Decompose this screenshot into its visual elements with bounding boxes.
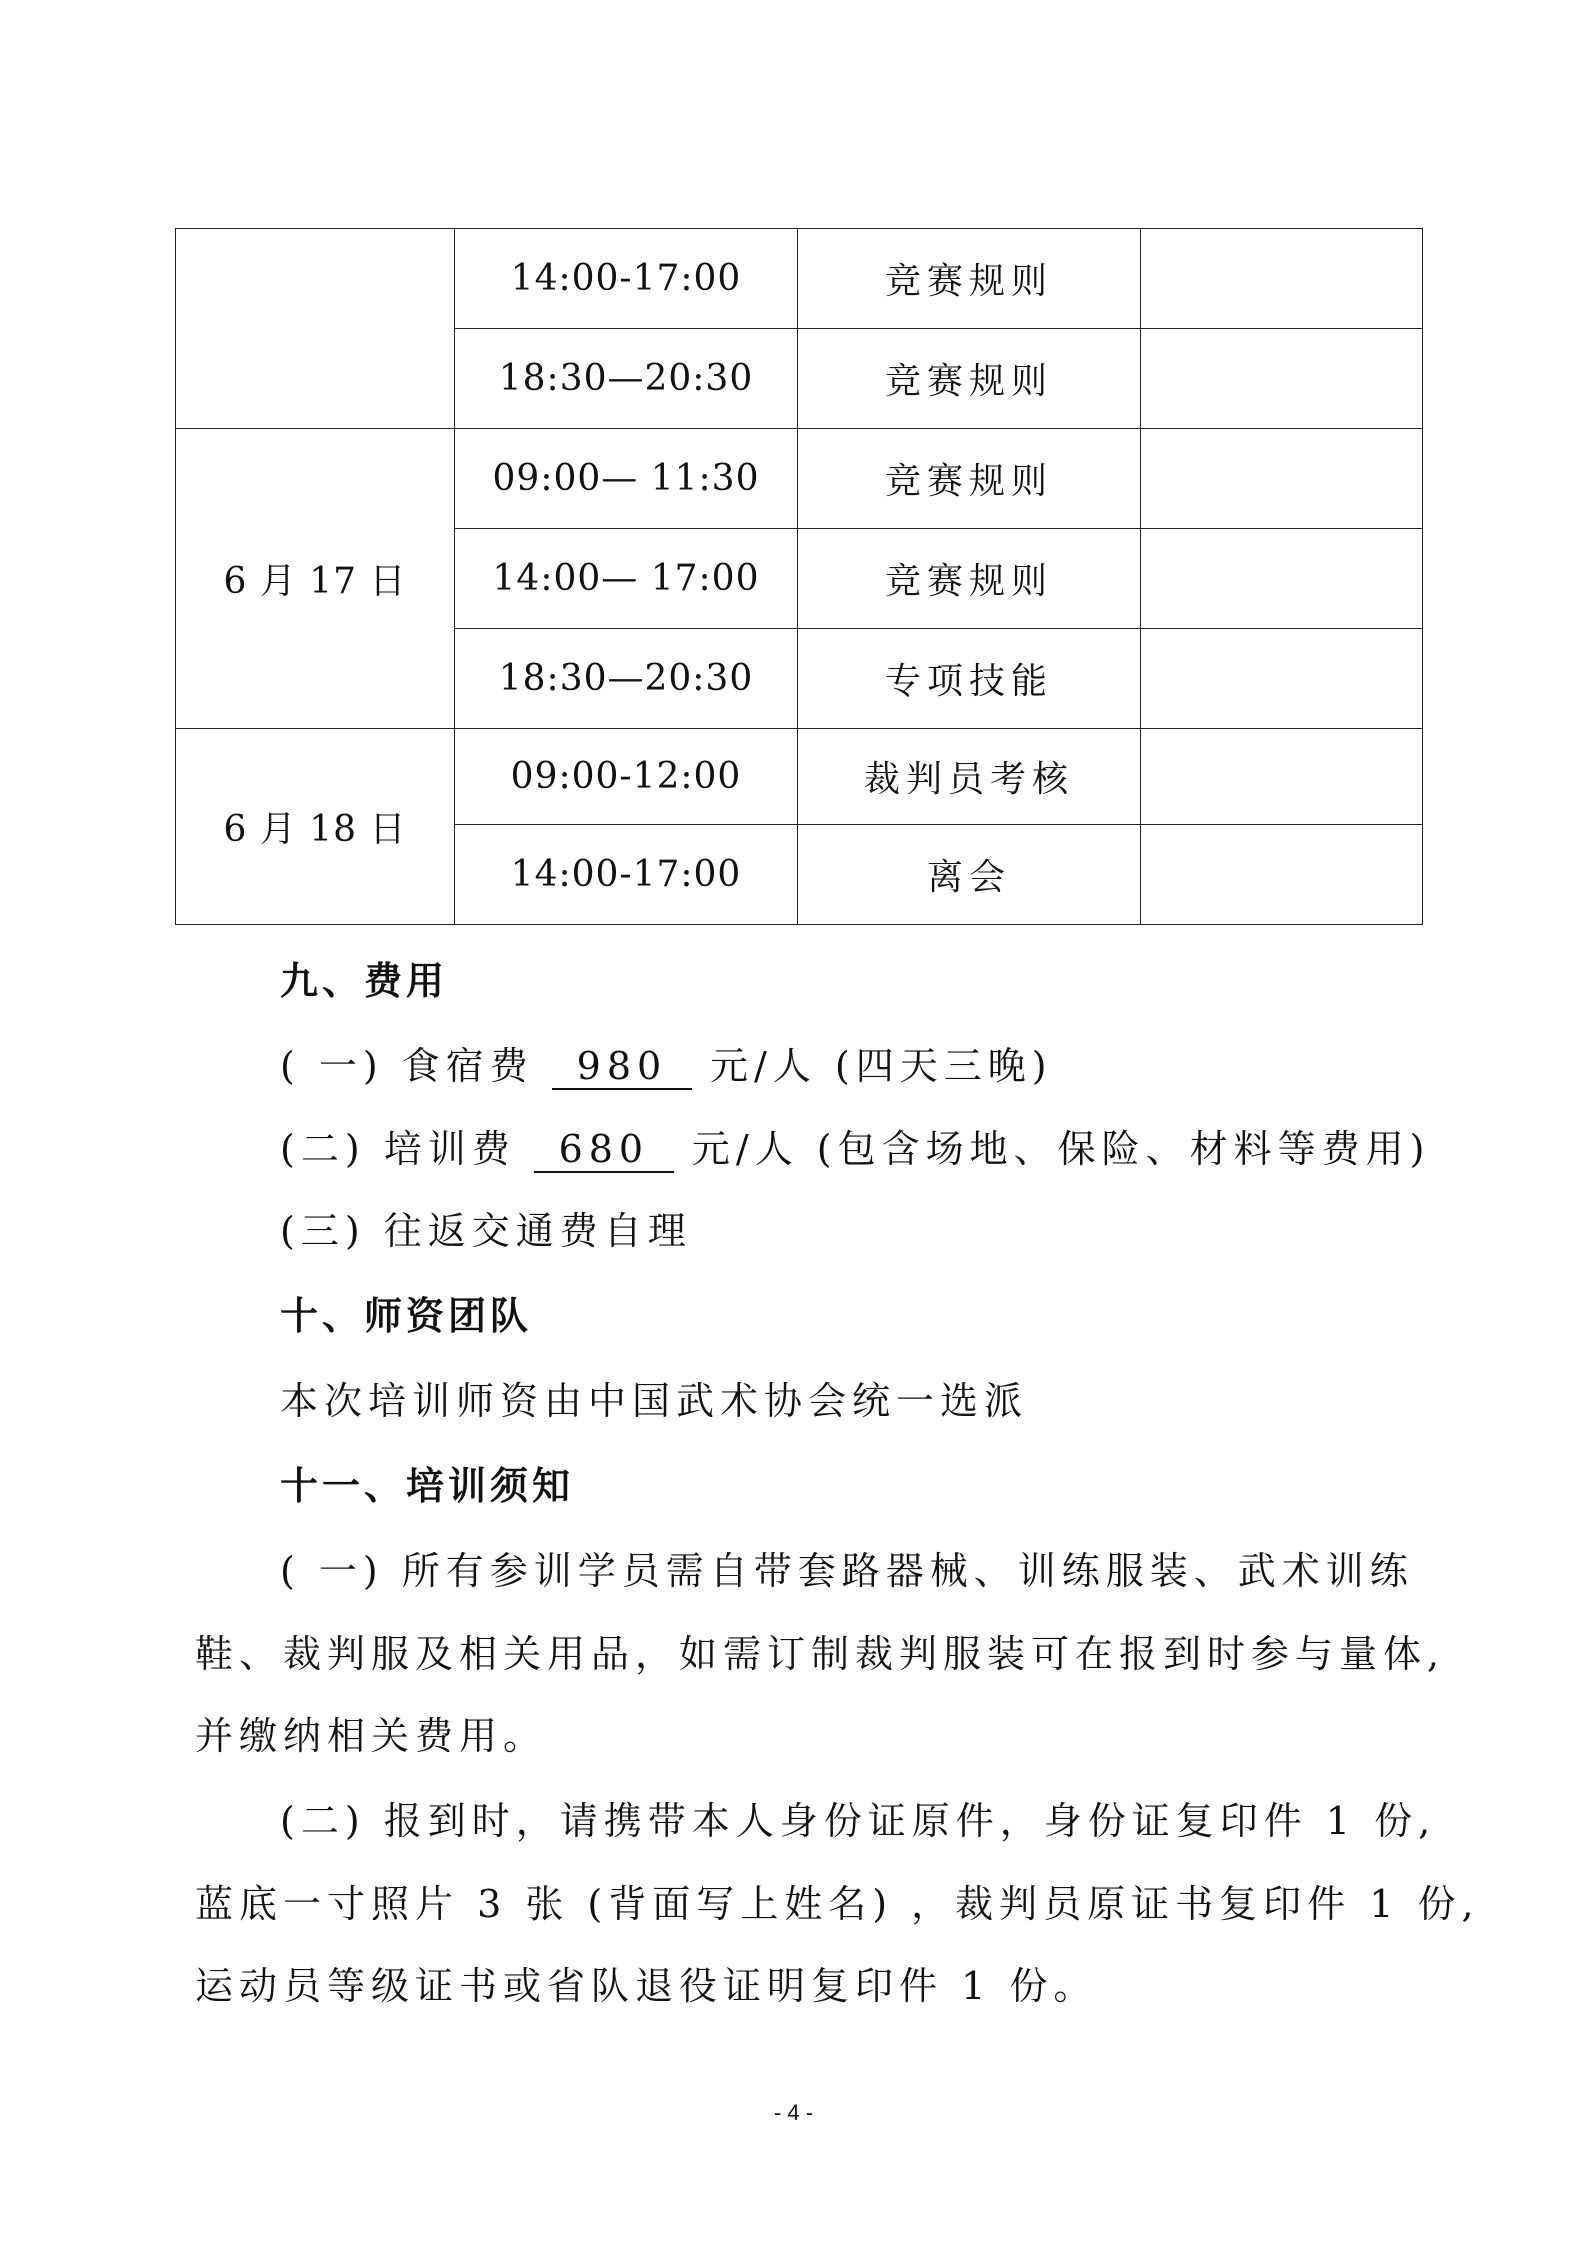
remark-cell xyxy=(1141,825,1423,925)
fee-item-transport: (三) 往返交通费自理 xyxy=(280,1209,692,1253)
notice-p1-line: 并缴纳相关费用。 xyxy=(195,1714,548,1758)
fee-item-label: ( 一) 食宿费 xyxy=(280,1044,534,1088)
notice-p2-line: 运动员等级证书或省队退役证明复印件 1 份。 xyxy=(195,1964,1098,2008)
activity-cell: 裁判员考核 xyxy=(798,729,1141,825)
activity-cell: 竞赛规则 xyxy=(798,229,1141,329)
remark-cell xyxy=(1141,629,1423,729)
fee-item-training xyxy=(280,1118,1430,1173)
notice-heading: 十一、培训须知 xyxy=(280,1464,575,1508)
faculty-text: 本次培训师资由中国武术协会统一选派 xyxy=(280,1379,1029,1423)
time-cell: 09:00— 11:30 xyxy=(455,429,798,529)
fees-heading: 九、费用 xyxy=(280,959,449,1003)
table-row xyxy=(176,729,1423,825)
activity-cell: 竞赛规则 xyxy=(798,329,1141,429)
fee-unit: 元/人 (四天三晚) xyxy=(710,1044,1053,1088)
notice-p1-line: ( 一) 所有参训学员需自带套路器械、训练服装、武术训练 xyxy=(280,1549,1414,1593)
fee-amount: 680 xyxy=(534,1129,674,1173)
notice-p1-line: 鞋、裁判服及相关用品，如需订制裁判服装可在报到时参与量体, xyxy=(195,1632,1446,1676)
time-cell: 14:00-17:00 xyxy=(455,229,798,329)
fee-amount: 980 xyxy=(552,1046,692,1090)
activity-cell: 竞赛规则 xyxy=(798,429,1141,529)
notice-p2-line: 蓝底一寸照片 3 张 (背面写上姓名) ，裁判员原证书复印件 1 份, xyxy=(195,1882,1480,1926)
table-row xyxy=(176,229,1423,329)
remark-cell xyxy=(1141,229,1423,329)
page-number: - 4 - xyxy=(773,2100,814,2125)
activity-cell: 竞赛规则 xyxy=(798,529,1141,629)
fee-item-food-lodging xyxy=(280,1035,1053,1090)
time-cell: 18:30—20:30 xyxy=(455,629,798,729)
notice-p2-line: (二) 报到时，请携带本人身份证原件，身份证复印件 1 份, xyxy=(280,1799,1437,1843)
fee-unit: 元/人 (包含场地、保险、材料等费用) xyxy=(691,1127,1431,1171)
remark-cell xyxy=(1141,729,1423,825)
time-cell: 09:00-12:00 xyxy=(455,729,798,825)
table-row xyxy=(176,429,1423,529)
time-cell: 18:30—20:30 xyxy=(455,329,798,429)
schedule-table xyxy=(175,228,1423,925)
date-cell: 6 月 18 日 xyxy=(176,729,455,925)
remark-cell xyxy=(1141,529,1423,629)
activity-cell: 专项技能 xyxy=(798,629,1141,729)
remark-cell xyxy=(1141,429,1423,529)
faculty-heading: 十、师资团队 xyxy=(280,1294,533,1338)
remark-cell xyxy=(1141,329,1423,429)
fee-item-label: (二) 培训费 xyxy=(280,1127,516,1171)
time-cell: 14:00-17:00 xyxy=(455,825,798,925)
date-cell: 6 月 17 日 xyxy=(176,429,455,729)
date-cell xyxy=(176,229,455,429)
time-cell: 14:00— 17:00 xyxy=(455,529,798,629)
activity-cell: 离会 xyxy=(798,825,1141,925)
